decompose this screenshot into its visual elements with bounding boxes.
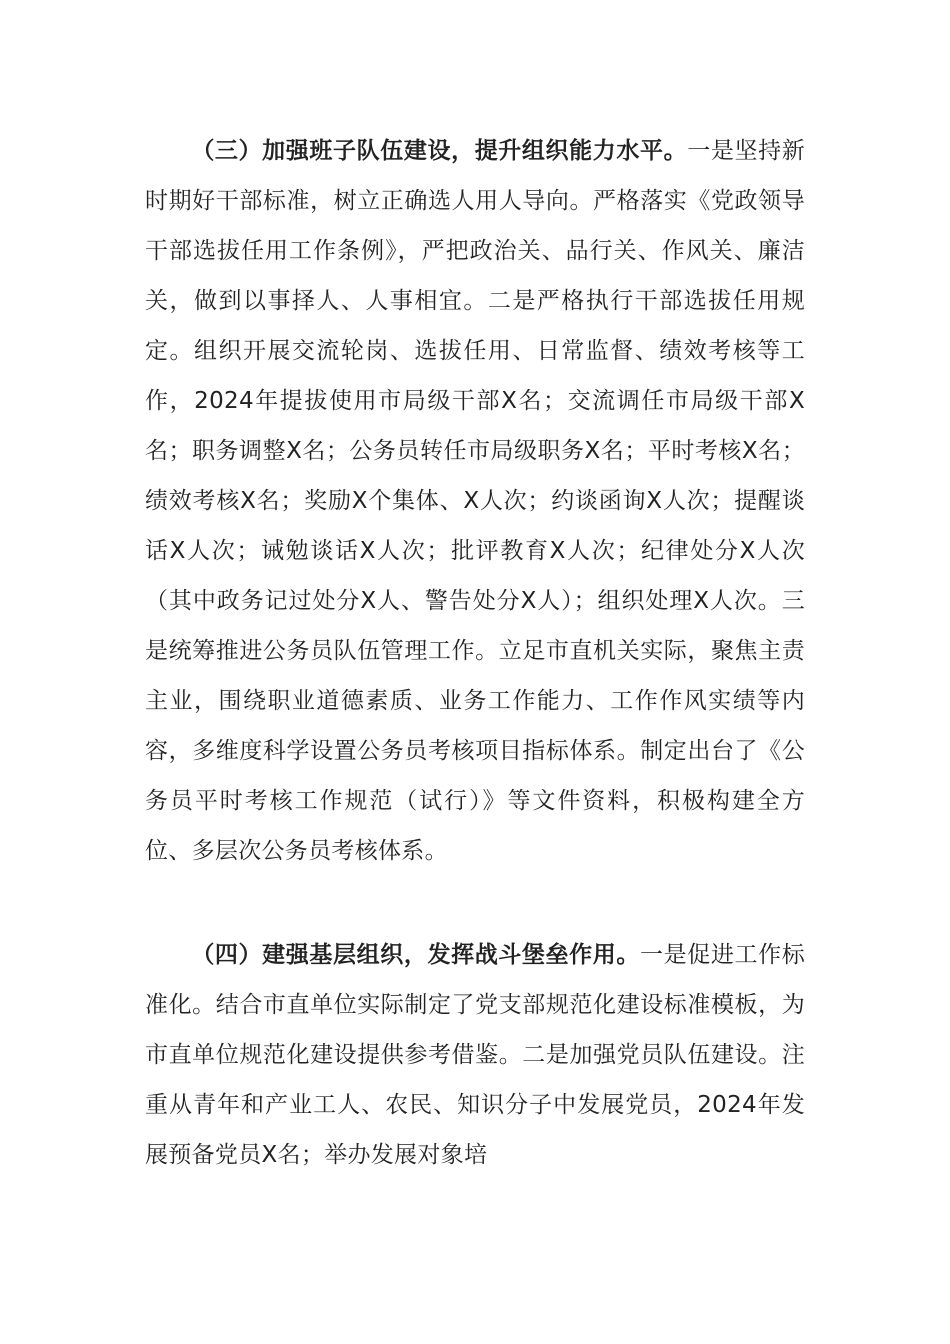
paragraph-three-body: 一是坚持新时期好干部标准，树立正确选人用人导向。严格落实《党政领导干部选拔任用工作条例》，严把政治关、品行关、作风关、廉洁关，做到以事择人、人事相宜。二是严格执行干部选拔任用规定。组织开展交流轮岗、选拔任用、日常监督、绩效考核等工作，2024年提拔使用市局级干部X名；交流调任市局级干部X名；职务调整X名；公务员转任市局级职务X名；平时考核X名；绩效考核X名；奖励X个集体、X人次；约谈函询X人次；提醒谈话X人次；诫勉谈话X人次；批评教育X人次；纪律处分X人次（其中政务记过处分X人、警告处分X人）；组织处理X人次。三是统筹推进公务员队伍管理工作。立足市直机关实际，聚焦主责主业，围绕职业道德素质、业务工作能力、工作作风实绩等内容，多维度科学设置公务员考核项目指标体系。制定出台了《公务员平时考核工作规范（试行）》等文件资料，积极构建全方位、多层次公务员考核体系。	[145, 138, 805, 864]
paragraph-four	[145, 930, 805, 1180]
paragraph-four-body: 一是促进工作标准化。结合市直单位实际制定了党支部规范化建设标准模板，为市直单位规范化建设提供参考借鉴。二是加强党员队伍建设。注重从青年和产业工人、农民、知识分子中发展党员，2024年发展预备党员X名；举办发展对象培	[145, 942, 805, 1168]
paragraph-three-heading: （三）加强班子队伍建设，提升组织能力水平。	[191, 138, 688, 164]
paragraph-four-heading: （四）建强基层组织，发挥战斗堡垒作用。	[191, 942, 640, 968]
paragraph-three	[145, 126, 805, 876]
